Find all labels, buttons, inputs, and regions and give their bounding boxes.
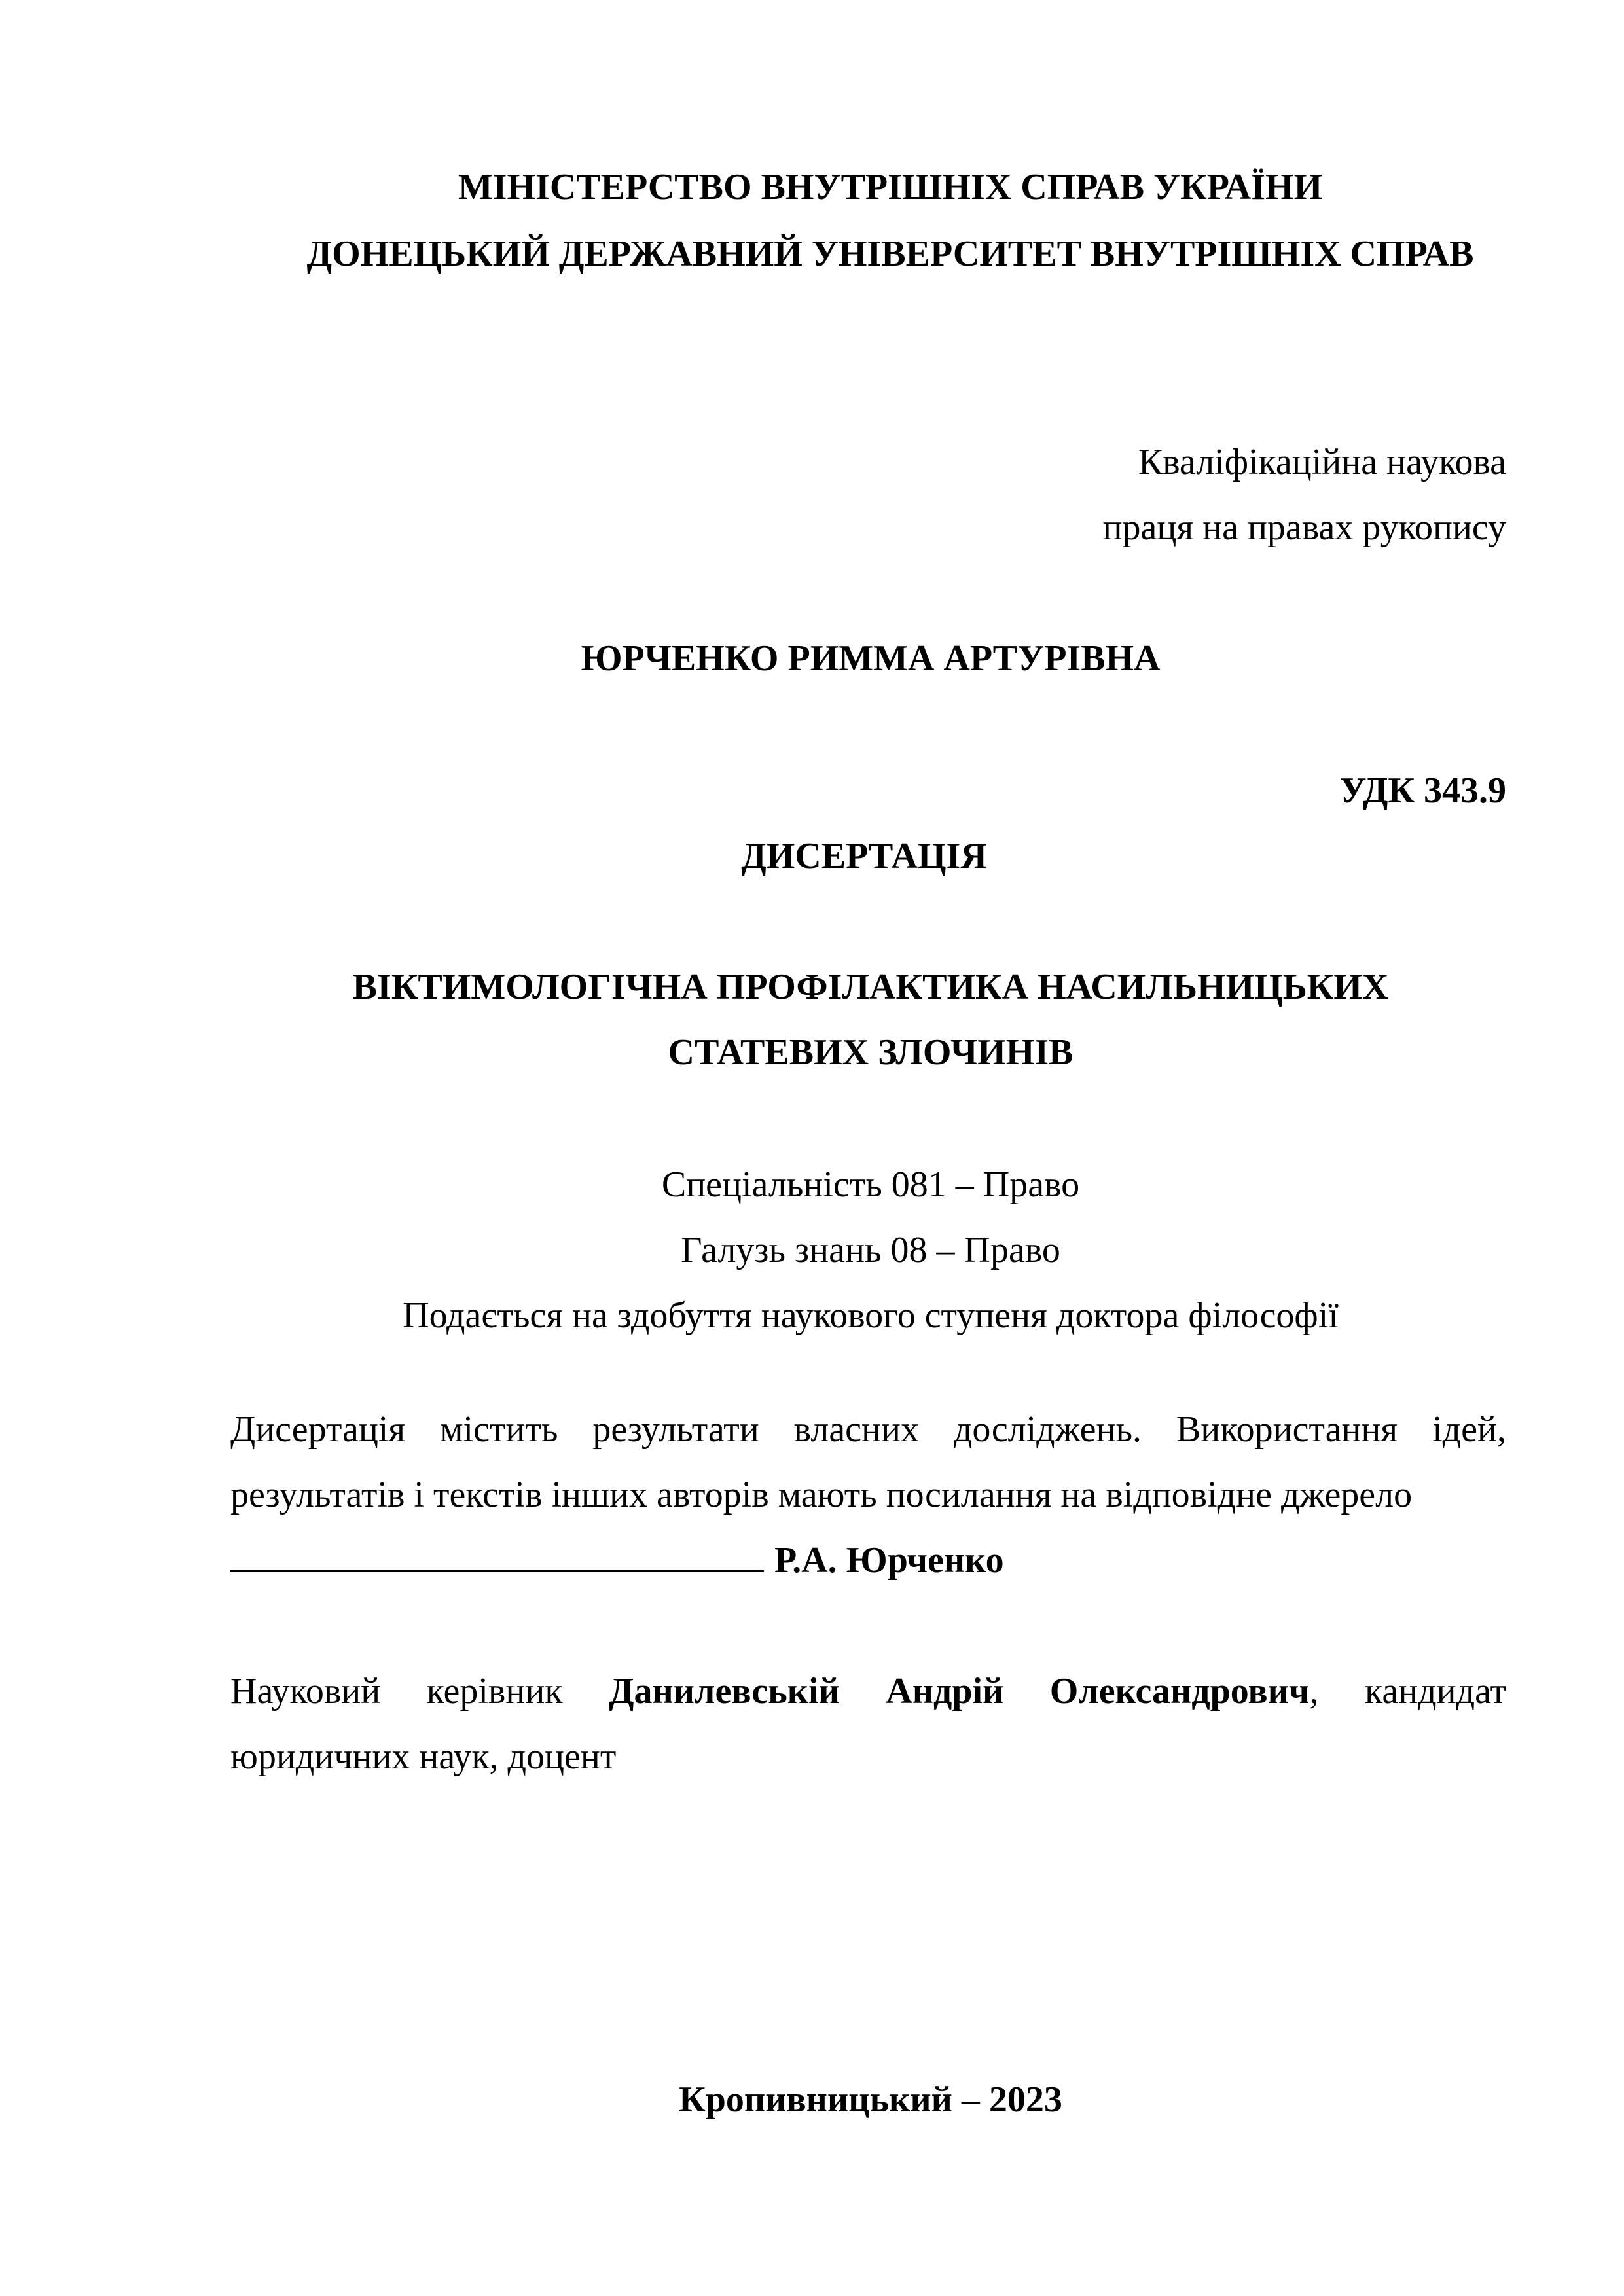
originality-declaration — [230, 1397, 1506, 1528]
qualification-line-2: праця на правах рукопису — [1102, 507, 1506, 548]
specialty-line: Спеціальність 081 – Право — [661, 1164, 1080, 1205]
city-year: Кропивницький – 2023 — [679, 2079, 1062, 2120]
author-name: ЮРЧЕНКО РИММА АРТУРІВНА — [581, 638, 1161, 679]
document-type: ДИСЕРТАЦІЯ — [741, 836, 987, 876]
signature-name: Р.А. Юрченко — [774, 1540, 1004, 1581]
supervisor-name: Данилевській Андрій Олександрович — [609, 1671, 1310, 1712]
degree-line: Подається на здобуття наукового ступеня доктора філософії — [403, 1295, 1339, 1336]
dissertation-title-line-1: ВІКТИМОЛОГІЧНА ПРОФІЛАКТИКА НАСИЛЬНИЦЬКИХ — [352, 967, 1389, 1007]
declaration-line-2: результатів і текстів інших авторів мають посилання на відповідне джерело — [230, 1475, 1413, 1515]
supervisor-prefix: Науковий керівник — [230, 1671, 609, 1712]
supervisor-degree: , кандидат — [1309, 1671, 1506, 1712]
supervisor-line-1 — [230, 1659, 1506, 1724]
qualification-line-1: Кваліфікаційна наукова — [1138, 442, 1506, 482]
supervisor-line-2: юридичних наук, доцент — [230, 1736, 617, 1777]
supervisor-block — [230, 1659, 1506, 1789]
university-title: ДОНЕЦЬКИЙ ДЕРЖАВНИЙ УНІВЕРСИТЕТ ВНУТРІШНІХ СПРАВ — [306, 234, 1474, 274]
signature-line — [230, 1540, 764, 1572]
dissertation-title-line-2: СТАТЕВИХ ЗЛОЧИНІВ — [668, 1032, 1074, 1073]
signature-row — [230, 1528, 1004, 1593]
declaration-line-1: Дисертація містить результати власних досліджень. Використання ідей, — [230, 1409, 1506, 1450]
udk-code: УДК 343.9 — [1339, 770, 1506, 811]
field-of-knowledge-line: Галузь знань 08 – Право — [681, 1230, 1060, 1270]
ministry-title: МІНІСТЕРСТВО ВНУТРІШНІХ СПРАВ УКРАЇНИ — [458, 167, 1323, 207]
